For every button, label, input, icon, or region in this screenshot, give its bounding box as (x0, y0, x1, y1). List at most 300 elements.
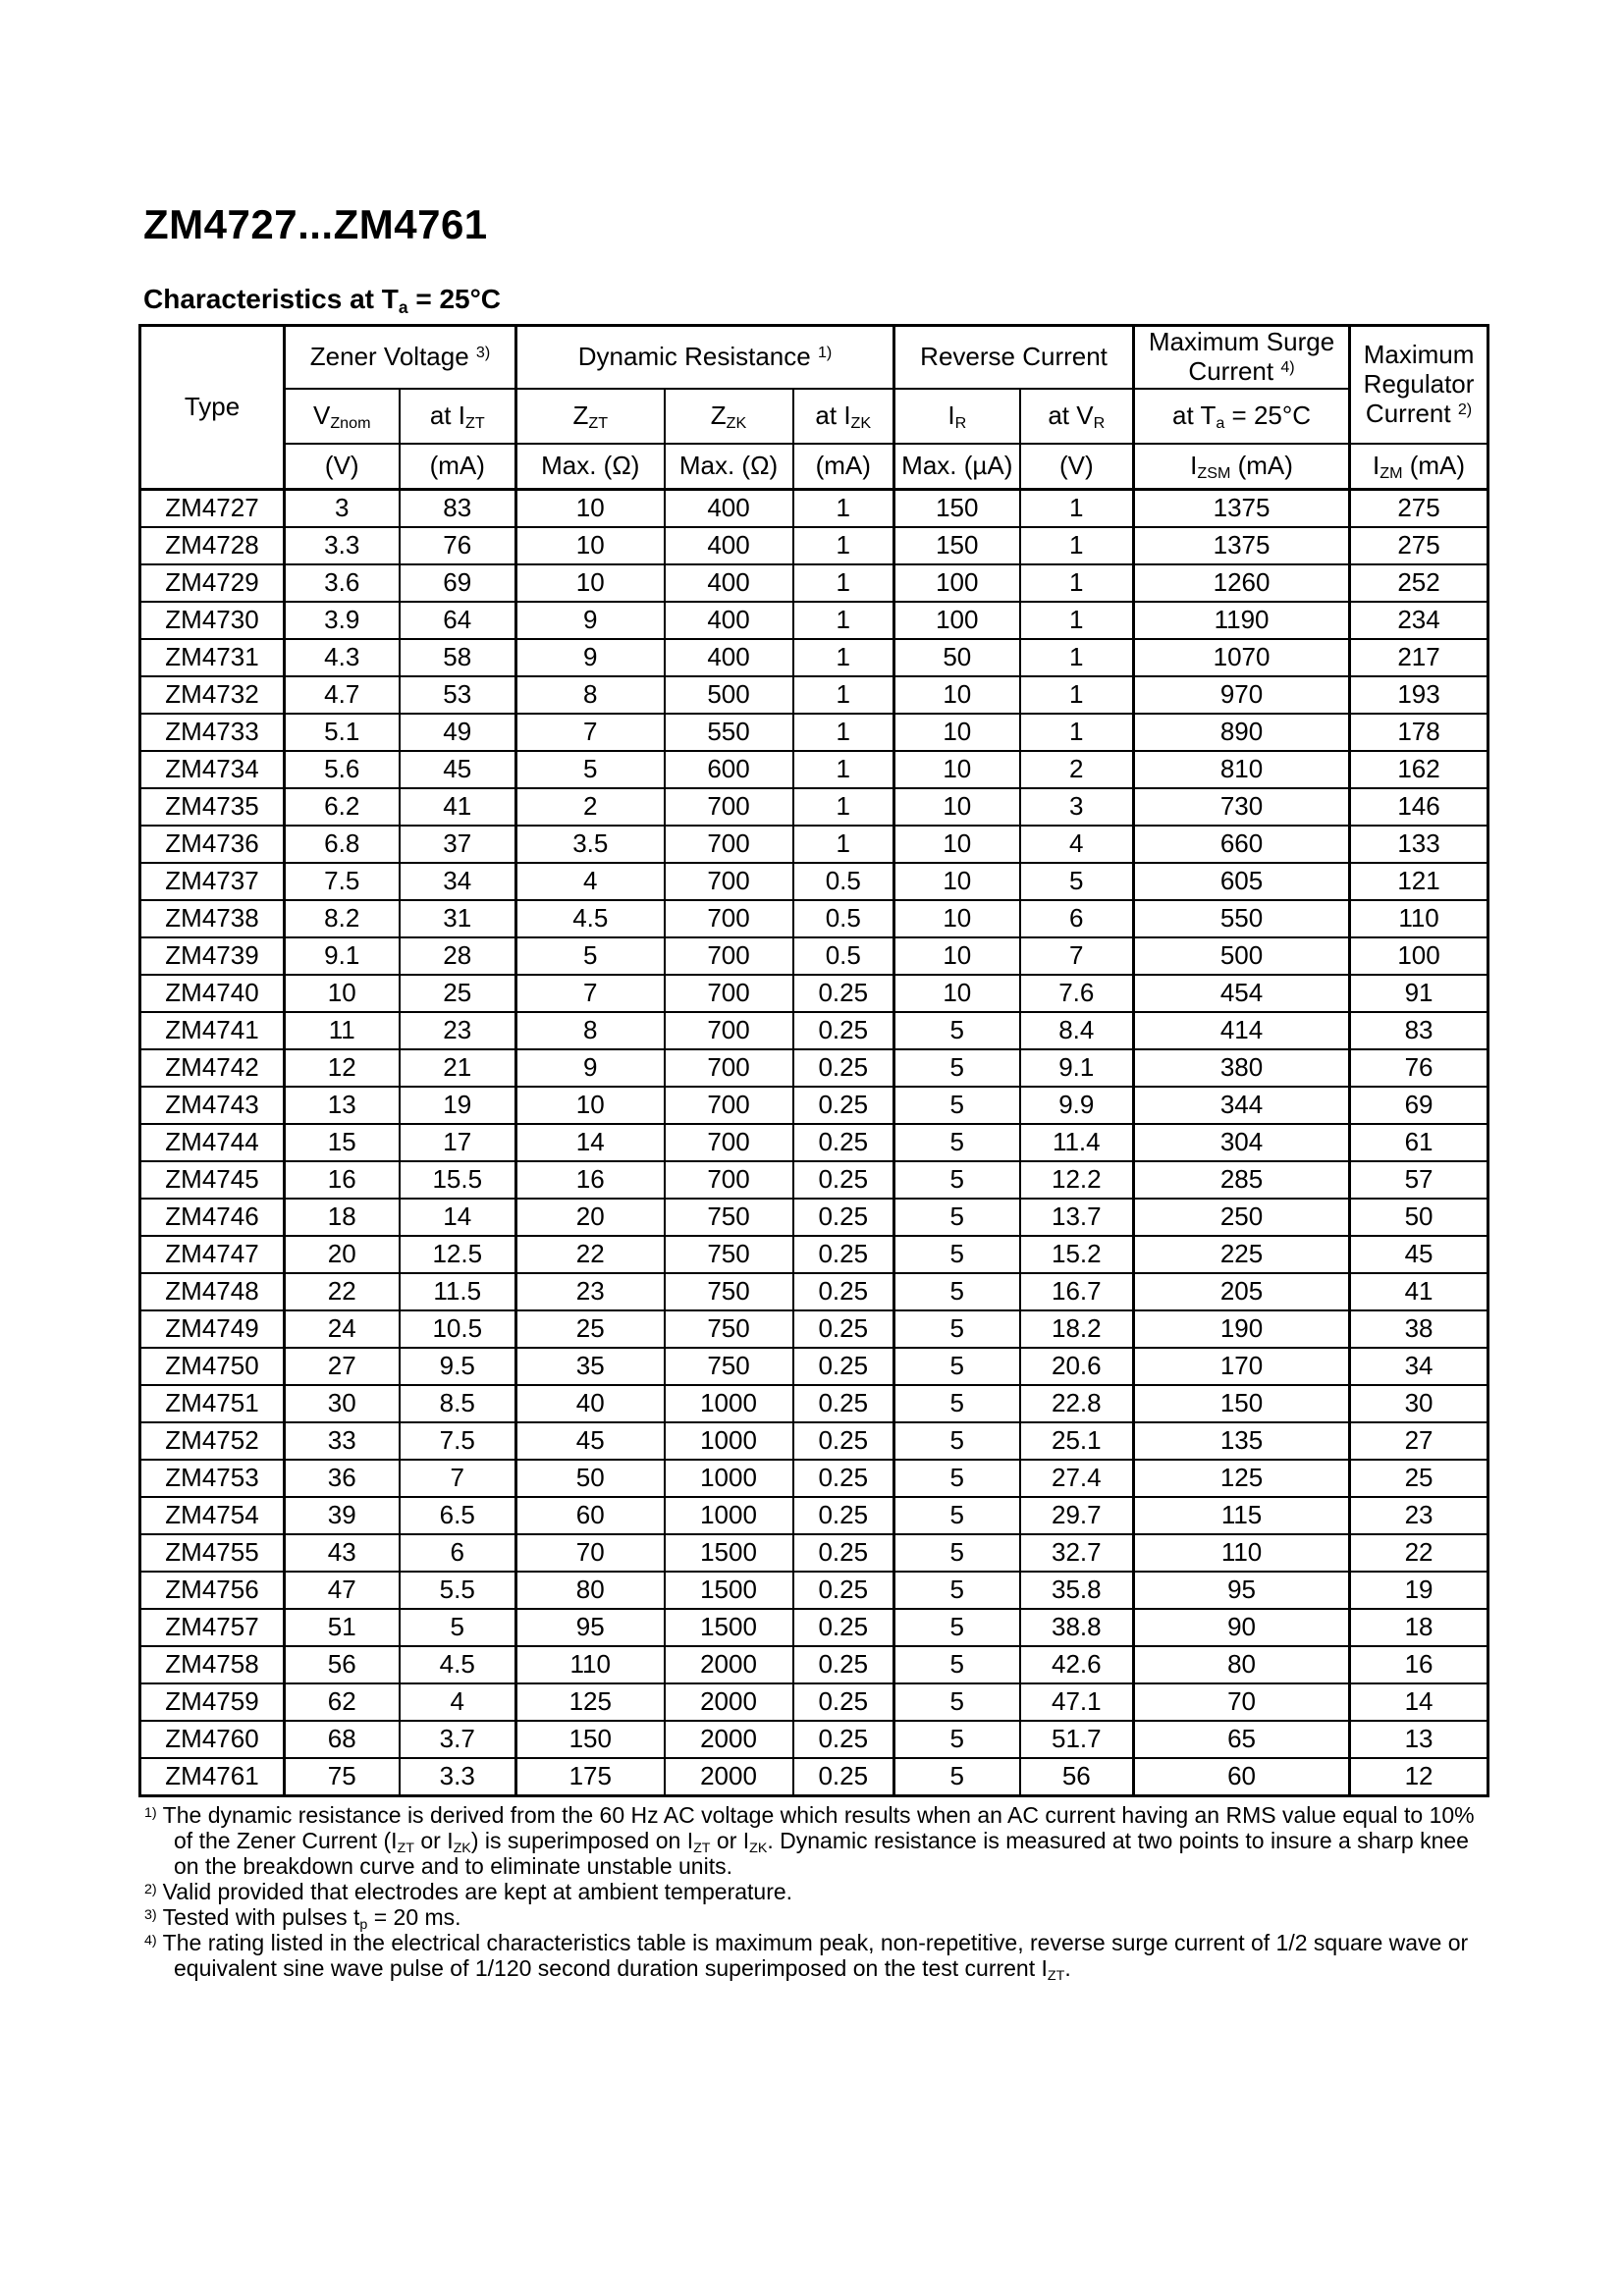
value-cell: 700 (665, 1087, 793, 1124)
value-cell: 80 (1134, 1646, 1350, 1683)
value-cell: 25 (1350, 1460, 1488, 1497)
value-cell: 810 (1134, 751, 1350, 788)
value-cell: 36 (285, 1460, 400, 1497)
table-row (140, 1683, 1488, 1721)
value-cell: 5 (894, 1012, 1020, 1049)
value-cell: 1 (1020, 714, 1134, 751)
table-row (140, 788, 1488, 826)
value-cell: 5 (894, 1646, 1020, 1683)
table-header (140, 325, 1488, 489)
value-cell: 5.1 (285, 714, 400, 751)
value-cell: 62 (285, 1683, 400, 1721)
value-cell: 68 (285, 1721, 400, 1758)
value-cell: 5 (894, 1758, 1020, 1796)
value-cell: 0.5 (793, 937, 894, 975)
value-cell: 95 (516, 1609, 665, 1646)
value-cell: 65 (1134, 1721, 1350, 1758)
value-cell: 4 (400, 1683, 516, 1721)
value-cell: 45 (516, 1422, 665, 1460)
footnote-item (144, 1879, 1487, 1904)
value-cell: 7 (516, 975, 665, 1012)
value-cell: 12.5 (400, 1236, 516, 1273)
footnote-text: Valid provided that electrodes are kept at ambient temperature. (162, 1878, 793, 1904)
table-body (140, 489, 1488, 1795)
value-cell: 2 (516, 788, 665, 826)
value-cell: 115 (1134, 1497, 1350, 1534)
value-cell: 22 (285, 1273, 400, 1310)
table-row (140, 564, 1488, 602)
value-cell: 125 (516, 1683, 665, 1721)
value-cell: 80 (516, 1572, 665, 1609)
value-cell: 150 (516, 1721, 665, 1758)
value-cell: 47.1 (1020, 1683, 1134, 1721)
value-cell: 3.3 (285, 527, 400, 564)
value-cell: 0.25 (793, 1609, 894, 1646)
value-cell: 750 (665, 1236, 793, 1273)
value-cell: 750 (665, 1273, 793, 1310)
value-cell: 217 (1350, 639, 1488, 676)
value-cell: 10 (894, 863, 1020, 900)
table-row (140, 1460, 1488, 1497)
header-group-max-regulator-current: Maximum Regulator Current $^{2)}$ (1350, 325, 1488, 444)
value-cell: 5.6 (285, 751, 400, 788)
value-cell: 414 (1134, 1012, 1350, 1049)
value-cell: 30 (1350, 1385, 1488, 1422)
value-cell: 10 (894, 975, 1020, 1012)
value-cell: 1000 (665, 1385, 793, 1422)
value-cell: 605 (1134, 863, 1350, 900)
value-cell: 121 (1350, 863, 1488, 900)
value-cell: 1000 (665, 1422, 793, 1460)
value-cell: 1 (793, 751, 894, 788)
value-cell: 178 (1350, 714, 1488, 751)
table-row (140, 900, 1488, 937)
value-cell: 15.2 (1020, 1236, 1134, 1273)
type-cell: ZM4727 (140, 489, 285, 527)
value-cell: 17 (400, 1124, 516, 1161)
value-cell: 38 (1350, 1310, 1488, 1348)
type-cell: ZM4743 (140, 1087, 285, 1124)
header-group-max-surge-current: Maximum Surge Current $^{4)}$ (1134, 325, 1350, 389)
value-cell: 16.7 (1020, 1273, 1134, 1310)
value-cell: 90 (1134, 1609, 1350, 1646)
value-cell: 19 (1350, 1572, 1488, 1609)
value-cell: 24 (285, 1310, 400, 1348)
value-cell: 21 (400, 1049, 516, 1087)
value-cell: 0.25 (793, 1758, 894, 1796)
value-cell: 5 (894, 1199, 1020, 1236)
value-cell: 2000 (665, 1683, 793, 1721)
value-cell: 700 (665, 975, 793, 1012)
value-cell: 50 (516, 1460, 665, 1497)
value-cell: 0.25 (793, 1572, 894, 1609)
table-row (140, 1310, 1488, 1348)
value-cell: 225 (1134, 1236, 1350, 1273)
value-cell: 10 (516, 489, 665, 527)
value-cell: 5 (894, 1049, 1020, 1087)
value-cell: 10 (894, 937, 1020, 975)
value-cell: 1260 (1134, 564, 1350, 602)
value-cell: 1 (793, 489, 894, 527)
type-cell: ZM4755 (140, 1534, 285, 1572)
value-cell: 91 (1350, 975, 1488, 1012)
type-cell: ZM4748 (140, 1273, 285, 1310)
value-cell: 175 (516, 1758, 665, 1796)
footnote-marker: 3) (144, 1907, 157, 1924)
value-cell: 1 (1020, 527, 1134, 564)
value-cell: 58 (400, 639, 516, 676)
value-cell: 50 (1350, 1199, 1488, 1236)
type-cell: ZM4728 (140, 527, 285, 564)
header-group-reverse-current: Reverse Current (894, 325, 1134, 389)
value-cell: 1 (793, 639, 894, 676)
page-title: ZM4727...ZM4761 (143, 201, 488, 247)
value-cell: 7 (516, 714, 665, 751)
table-row (140, 1348, 1488, 1385)
value-cell: 0.25 (793, 1422, 894, 1460)
value-cell: 250 (1134, 1199, 1350, 1236)
value-cell: 5 (894, 1385, 1020, 1422)
value-cell: 150 (1134, 1385, 1350, 1422)
unit-at-izk: (mA) (793, 444, 894, 490)
value-cell: 700 (665, 826, 793, 863)
value-cell: 5 (894, 1310, 1020, 1348)
value-cell: 2000 (665, 1758, 793, 1796)
value-cell: 285 (1134, 1161, 1350, 1199)
value-cell: 1 (1020, 602, 1134, 639)
value-cell: 15 (285, 1124, 400, 1161)
value-cell: 12 (1350, 1758, 1488, 1796)
value-cell: 1070 (1134, 639, 1350, 676)
type-cell: ZM4736 (140, 826, 285, 863)
value-cell: 57 (1350, 1161, 1488, 1199)
table-row (140, 1422, 1488, 1460)
value-cell: 27 (285, 1348, 400, 1385)
type-cell: ZM4760 (140, 1721, 285, 1758)
value-cell: 5 (400, 1609, 516, 1646)
value-cell: 150 (894, 489, 1020, 527)
type-cell: ZM4742 (140, 1049, 285, 1087)
value-cell: 0.5 (793, 863, 894, 900)
value-cell: 20.6 (1020, 1348, 1134, 1385)
value-cell: 3.3 (400, 1758, 516, 1796)
unit-zzk: Max. (Ω) (665, 444, 793, 490)
type-cell: ZM4729 (140, 564, 285, 602)
type-cell: ZM4746 (140, 1199, 285, 1236)
table-row (140, 975, 1488, 1012)
type-cell: ZM4734 (140, 751, 285, 788)
table-row (140, 1758, 1488, 1796)
value-cell: 34 (1350, 1348, 1488, 1385)
type-cell: ZM4744 (140, 1124, 285, 1161)
type-cell: ZM4750 (140, 1348, 285, 1385)
value-cell: 8.2 (285, 900, 400, 937)
value-cell: 6.8 (285, 826, 400, 863)
value-cell: 76 (1350, 1049, 1488, 1087)
value-cell: 6.5 (400, 1497, 516, 1534)
value-cell: 1 (793, 826, 894, 863)
value-cell: 1500 (665, 1609, 793, 1646)
characteristics-table (138, 324, 1489, 1797)
table-row (140, 1012, 1488, 1049)
value-cell: 1375 (1134, 489, 1350, 527)
value-cell: 13.7 (1020, 1199, 1134, 1236)
value-cell: 0.25 (793, 1534, 894, 1572)
table-row (140, 1124, 1488, 1161)
type-cell: ZM4749 (140, 1310, 285, 1348)
value-cell: 25 (516, 1310, 665, 1348)
value-cell: 4.3 (285, 639, 400, 676)
value-cell: 750 (665, 1348, 793, 1385)
value-cell: 162 (1350, 751, 1488, 788)
table-row (140, 1087, 1488, 1124)
value-cell: 2000 (665, 1721, 793, 1758)
value-cell: 0.25 (793, 1310, 894, 1348)
value-cell: 70 (1134, 1683, 1350, 1721)
unit-at-izt: (mA) (400, 444, 516, 490)
type-cell: ZM4737 (140, 863, 285, 900)
value-cell: 7 (400, 1460, 516, 1497)
value-cell: 20 (516, 1199, 665, 1236)
table-row (140, 826, 1488, 863)
value-cell: 28 (400, 937, 516, 975)
value-cell: 500 (1134, 937, 1350, 975)
value-cell: 7.6 (1020, 975, 1134, 1012)
value-cell: 5 (894, 1497, 1020, 1534)
value-cell: 275 (1350, 489, 1488, 527)
unit-zzt: Max. (Ω) (516, 444, 665, 490)
table-row (140, 1385, 1488, 1422)
value-cell: 23 (516, 1273, 665, 1310)
value-cell: 700 (665, 1012, 793, 1049)
unit-vznom: (V) (285, 444, 400, 490)
value-cell: 22 (516, 1236, 665, 1273)
value-cell: 6 (400, 1534, 516, 1572)
value-cell: 49 (400, 714, 516, 751)
section-heading: Characteristics at $T_a = 25^\circ C$ (143, 284, 502, 317)
value-cell: 14 (1350, 1683, 1488, 1721)
value-cell: 7.5 (285, 863, 400, 900)
value-cell: 29.7 (1020, 1497, 1134, 1534)
value-cell: 3.7 (400, 1721, 516, 1758)
value-cell: 32.7 (1020, 1534, 1134, 1572)
value-cell: 400 (665, 602, 793, 639)
value-cell: 0.25 (793, 1087, 894, 1124)
value-cell: 190 (1134, 1310, 1350, 1348)
value-cell: 2 (1020, 751, 1134, 788)
value-cell: 56 (285, 1646, 400, 1683)
value-cell: 234 (1350, 602, 1488, 639)
value-cell: 64 (400, 602, 516, 639)
value-cell: 700 (665, 937, 793, 975)
value-cell: 22.8 (1020, 1385, 1134, 1422)
value-cell: 10 (894, 900, 1020, 937)
table-row (140, 1646, 1488, 1683)
value-cell: 23 (1350, 1497, 1488, 1534)
value-cell: 400 (665, 564, 793, 602)
value-cell: 41 (1350, 1273, 1488, 1310)
value-cell: 35 (516, 1348, 665, 1385)
value-cell: 660 (1134, 826, 1350, 863)
value-cell: 0.25 (793, 1012, 894, 1049)
type-cell: ZM4731 (140, 639, 285, 676)
unit-izm: $I_{ZM}$ (mA) (1350, 444, 1488, 490)
value-cell: 18 (1350, 1609, 1488, 1646)
value-cell: 51.7 (1020, 1721, 1134, 1758)
value-cell: 10 (894, 676, 1020, 714)
value-cell: 110 (1134, 1534, 1350, 1572)
table-row (140, 1572, 1488, 1609)
value-cell: 1 (793, 676, 894, 714)
table-row (140, 1273, 1488, 1310)
value-cell: 0.25 (793, 1385, 894, 1422)
value-cell: 700 (665, 1049, 793, 1087)
type-cell: ZM4754 (140, 1497, 285, 1534)
value-cell: 83 (400, 489, 516, 527)
value-cell: 205 (1134, 1273, 1350, 1310)
value-cell: 13 (285, 1087, 400, 1124)
value-cell: 43 (285, 1534, 400, 1572)
footnotes (144, 1801, 1487, 1984)
value-cell: 133 (1350, 826, 1488, 863)
value-cell: 1 (793, 788, 894, 826)
value-cell: 34 (400, 863, 516, 900)
table-row (140, 1199, 1488, 1236)
value-cell: 4 (1020, 826, 1134, 863)
table-row (140, 527, 1488, 564)
value-cell: 10 (285, 975, 400, 1012)
table-row (140, 1721, 1488, 1758)
value-cell: 1000 (665, 1497, 793, 1534)
value-cell: 31 (400, 900, 516, 937)
value-cell: 970 (1134, 676, 1350, 714)
value-cell: 61 (1350, 1124, 1488, 1161)
value-cell: 69 (1350, 1087, 1488, 1124)
header-group-zener-voltage: Zener Voltage $^{3)}$ (285, 325, 516, 389)
value-cell: 0.25 (793, 1646, 894, 1683)
value-cell: 14 (400, 1199, 516, 1236)
table-row (140, 863, 1488, 900)
value-cell: 53 (400, 676, 516, 714)
value-cell: 0.25 (793, 1683, 894, 1721)
value-cell: 11.5 (400, 1273, 516, 1310)
value-cell: 400 (665, 527, 793, 564)
type-cell: ZM4752 (140, 1422, 285, 1460)
value-cell: 0.25 (793, 1721, 894, 1758)
value-cell: 5 (894, 1273, 1020, 1310)
value-cell: 1 (793, 564, 894, 602)
header-at-izt: at $I_{ZT}$ (400, 389, 516, 444)
value-cell: 18.2 (1020, 1310, 1134, 1348)
value-cell: 600 (665, 751, 793, 788)
value-cell: 41 (400, 788, 516, 826)
value-cell: 2000 (665, 1646, 793, 1683)
footnote-text: The dynamic resistance is derived from the 60 Hz AC voltage which results when an AC current having an RMS value equal to 10% of the Zener Current ($I_{ZT}$ or $I_{ZK}$) is superimposed on $I_{ZT}$ or $I_{ZK}$. Dynamic resistance is measured at two points to insure a sharp knee on the breakdown curve and to eliminate unstable units. (162, 1801, 1475, 1879)
value-cell: 0.25 (793, 1460, 894, 1497)
value-cell: 9 (516, 602, 665, 639)
header-at-ta: at $T_a = 25^\circ C$ (1134, 389, 1350, 444)
table-row (140, 602, 1488, 639)
table-row (140, 1534, 1488, 1572)
value-cell: 4.5 (400, 1646, 516, 1683)
value-cell: 730 (1134, 788, 1350, 826)
value-cell: 1190 (1134, 602, 1350, 639)
value-cell: 3.5 (516, 826, 665, 863)
value-cell: 10 (894, 826, 1020, 863)
value-cell: 9.9 (1020, 1087, 1134, 1124)
value-cell: 4 (516, 863, 665, 900)
value-cell: 14 (516, 1124, 665, 1161)
value-cell: 10 (516, 527, 665, 564)
header-zzt: $Z_{ZT}$ (516, 389, 665, 444)
value-cell: 10 (516, 564, 665, 602)
footnote-item (144, 1802, 1487, 1879)
value-cell: 0.25 (793, 1497, 894, 1534)
value-cell: 39 (285, 1497, 400, 1534)
value-cell: 5 (894, 1124, 1020, 1161)
value-cell: 45 (400, 751, 516, 788)
value-cell: 5 (894, 1572, 1020, 1609)
value-cell: 19 (400, 1087, 516, 1124)
unit-ir: Max. (µA) (894, 444, 1020, 490)
value-cell: 5.5 (400, 1572, 516, 1609)
value-cell: 750 (665, 1310, 793, 1348)
value-cell: 5 (894, 1236, 1020, 1273)
type-cell: ZM4759 (140, 1683, 285, 1721)
value-cell: 110 (1350, 900, 1488, 937)
value-cell: 700 (665, 788, 793, 826)
value-cell: 50 (894, 639, 1020, 676)
value-cell: 23 (400, 1012, 516, 1049)
value-cell: 33 (285, 1422, 400, 1460)
value-cell: 0.5 (793, 900, 894, 937)
footnote-text: Tested with pulses $t_p = 20$ ms. (162, 1903, 461, 1933)
header-at-izk: at $I_{ZK}$ (793, 389, 894, 444)
value-cell: 5 (894, 1161, 1020, 1199)
value-cell: 16 (1350, 1646, 1488, 1683)
value-cell: 15.5 (400, 1161, 516, 1199)
value-cell: 0.25 (793, 1161, 894, 1199)
value-cell: 10 (894, 788, 1020, 826)
value-cell: 11.4 (1020, 1124, 1134, 1161)
type-cell: ZM4730 (140, 602, 285, 639)
value-cell: 20 (285, 1236, 400, 1273)
table-row (140, 1497, 1488, 1534)
value-cell: 1 (793, 527, 894, 564)
value-cell: 135 (1134, 1422, 1350, 1460)
header-ir: $I_R$ (894, 389, 1020, 444)
value-cell: 100 (894, 564, 1020, 602)
value-cell: 3 (285, 489, 400, 527)
type-cell: ZM4761 (140, 1758, 285, 1796)
header-at-vr: at $V_R$ (1020, 389, 1134, 444)
value-cell: 252 (1350, 564, 1488, 602)
page-content (138, 0, 1487, 1984)
value-cell: 0.25 (793, 1124, 894, 1161)
value-cell: 1500 (665, 1534, 793, 1572)
value-cell: 1500 (665, 1572, 793, 1609)
value-cell: 40 (516, 1385, 665, 1422)
value-cell: 95 (1134, 1572, 1350, 1609)
type-cell: ZM4758 (140, 1646, 285, 1683)
value-cell: 76 (400, 527, 516, 564)
value-cell: 5 (894, 1087, 1020, 1124)
value-cell: 6.2 (285, 788, 400, 826)
unit-at-vr: (V) (1020, 444, 1134, 490)
value-cell: 25.1 (1020, 1422, 1134, 1460)
value-cell: 5 (894, 1683, 1020, 1721)
value-cell: 9 (516, 1049, 665, 1087)
